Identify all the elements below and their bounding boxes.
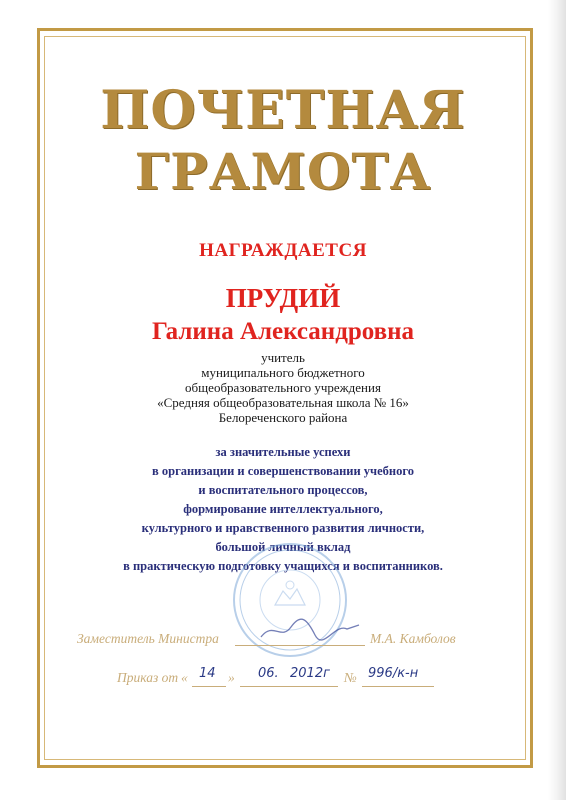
position-line: «Средняя общеобразовательная школа № 16»: [157, 395, 409, 410]
reason-line: и воспитательного процессов,: [198, 483, 368, 497]
position-block: [0, 350, 566, 425]
order-prefix: Приказ от: [117, 670, 179, 685]
reason-line: за значительные успехи: [215, 445, 351, 459]
signature-row: [0, 627, 566, 651]
order-open-quote: «: [181, 670, 188, 685]
order-year: 2012г: [290, 666, 330, 681]
order-day-line: [192, 686, 226, 687]
scan-edge-shadow: [548, 0, 566, 800]
recipient-surname: ПРУДИЙ: [225, 283, 341, 313]
certificate-title-line2: ГРАМОТА: [134, 142, 432, 201]
order-close-quote: »: [228, 670, 235, 685]
reason-line: в организации и совершенствовании учебного: [152, 464, 414, 478]
position-line: муниципального бюджетного: [201, 365, 365, 380]
order-month: 06.: [258, 666, 279, 681]
position-line: Белореченского района: [218, 410, 348, 425]
reason-line: большой личный вклад: [215, 540, 351, 554]
order-number: 996/к-н: [368, 666, 419, 681]
awarded-label: НАГРАЖДАЕТСЯ: [199, 240, 367, 261]
order-day: 14: [199, 666, 216, 681]
certificate-title-line1: ПОЧЕТНАЯ: [100, 80, 466, 141]
order-number-sign: №: [344, 670, 357, 685]
position-line: учитель: [261, 350, 305, 365]
signer-name: М.А. Камболов: [370, 631, 456, 646]
reason-line: культурного и нравственного развития личности,: [141, 521, 425, 535]
order-date-line: [240, 686, 338, 687]
signer-role: Заместитель Министра: [77, 631, 219, 646]
order-number-line: [362, 686, 434, 687]
signature-line: [235, 645, 365, 646]
position-line: общеобразовательного учреждения: [185, 380, 381, 395]
reason-line: формирование интеллектуального,: [183, 502, 383, 516]
recipient-name: Галина Александровна: [151, 318, 415, 345]
order-row: [0, 666, 566, 694]
reason-line: в практическую подготовку учащихся и воспитанников.: [123, 559, 443, 573]
